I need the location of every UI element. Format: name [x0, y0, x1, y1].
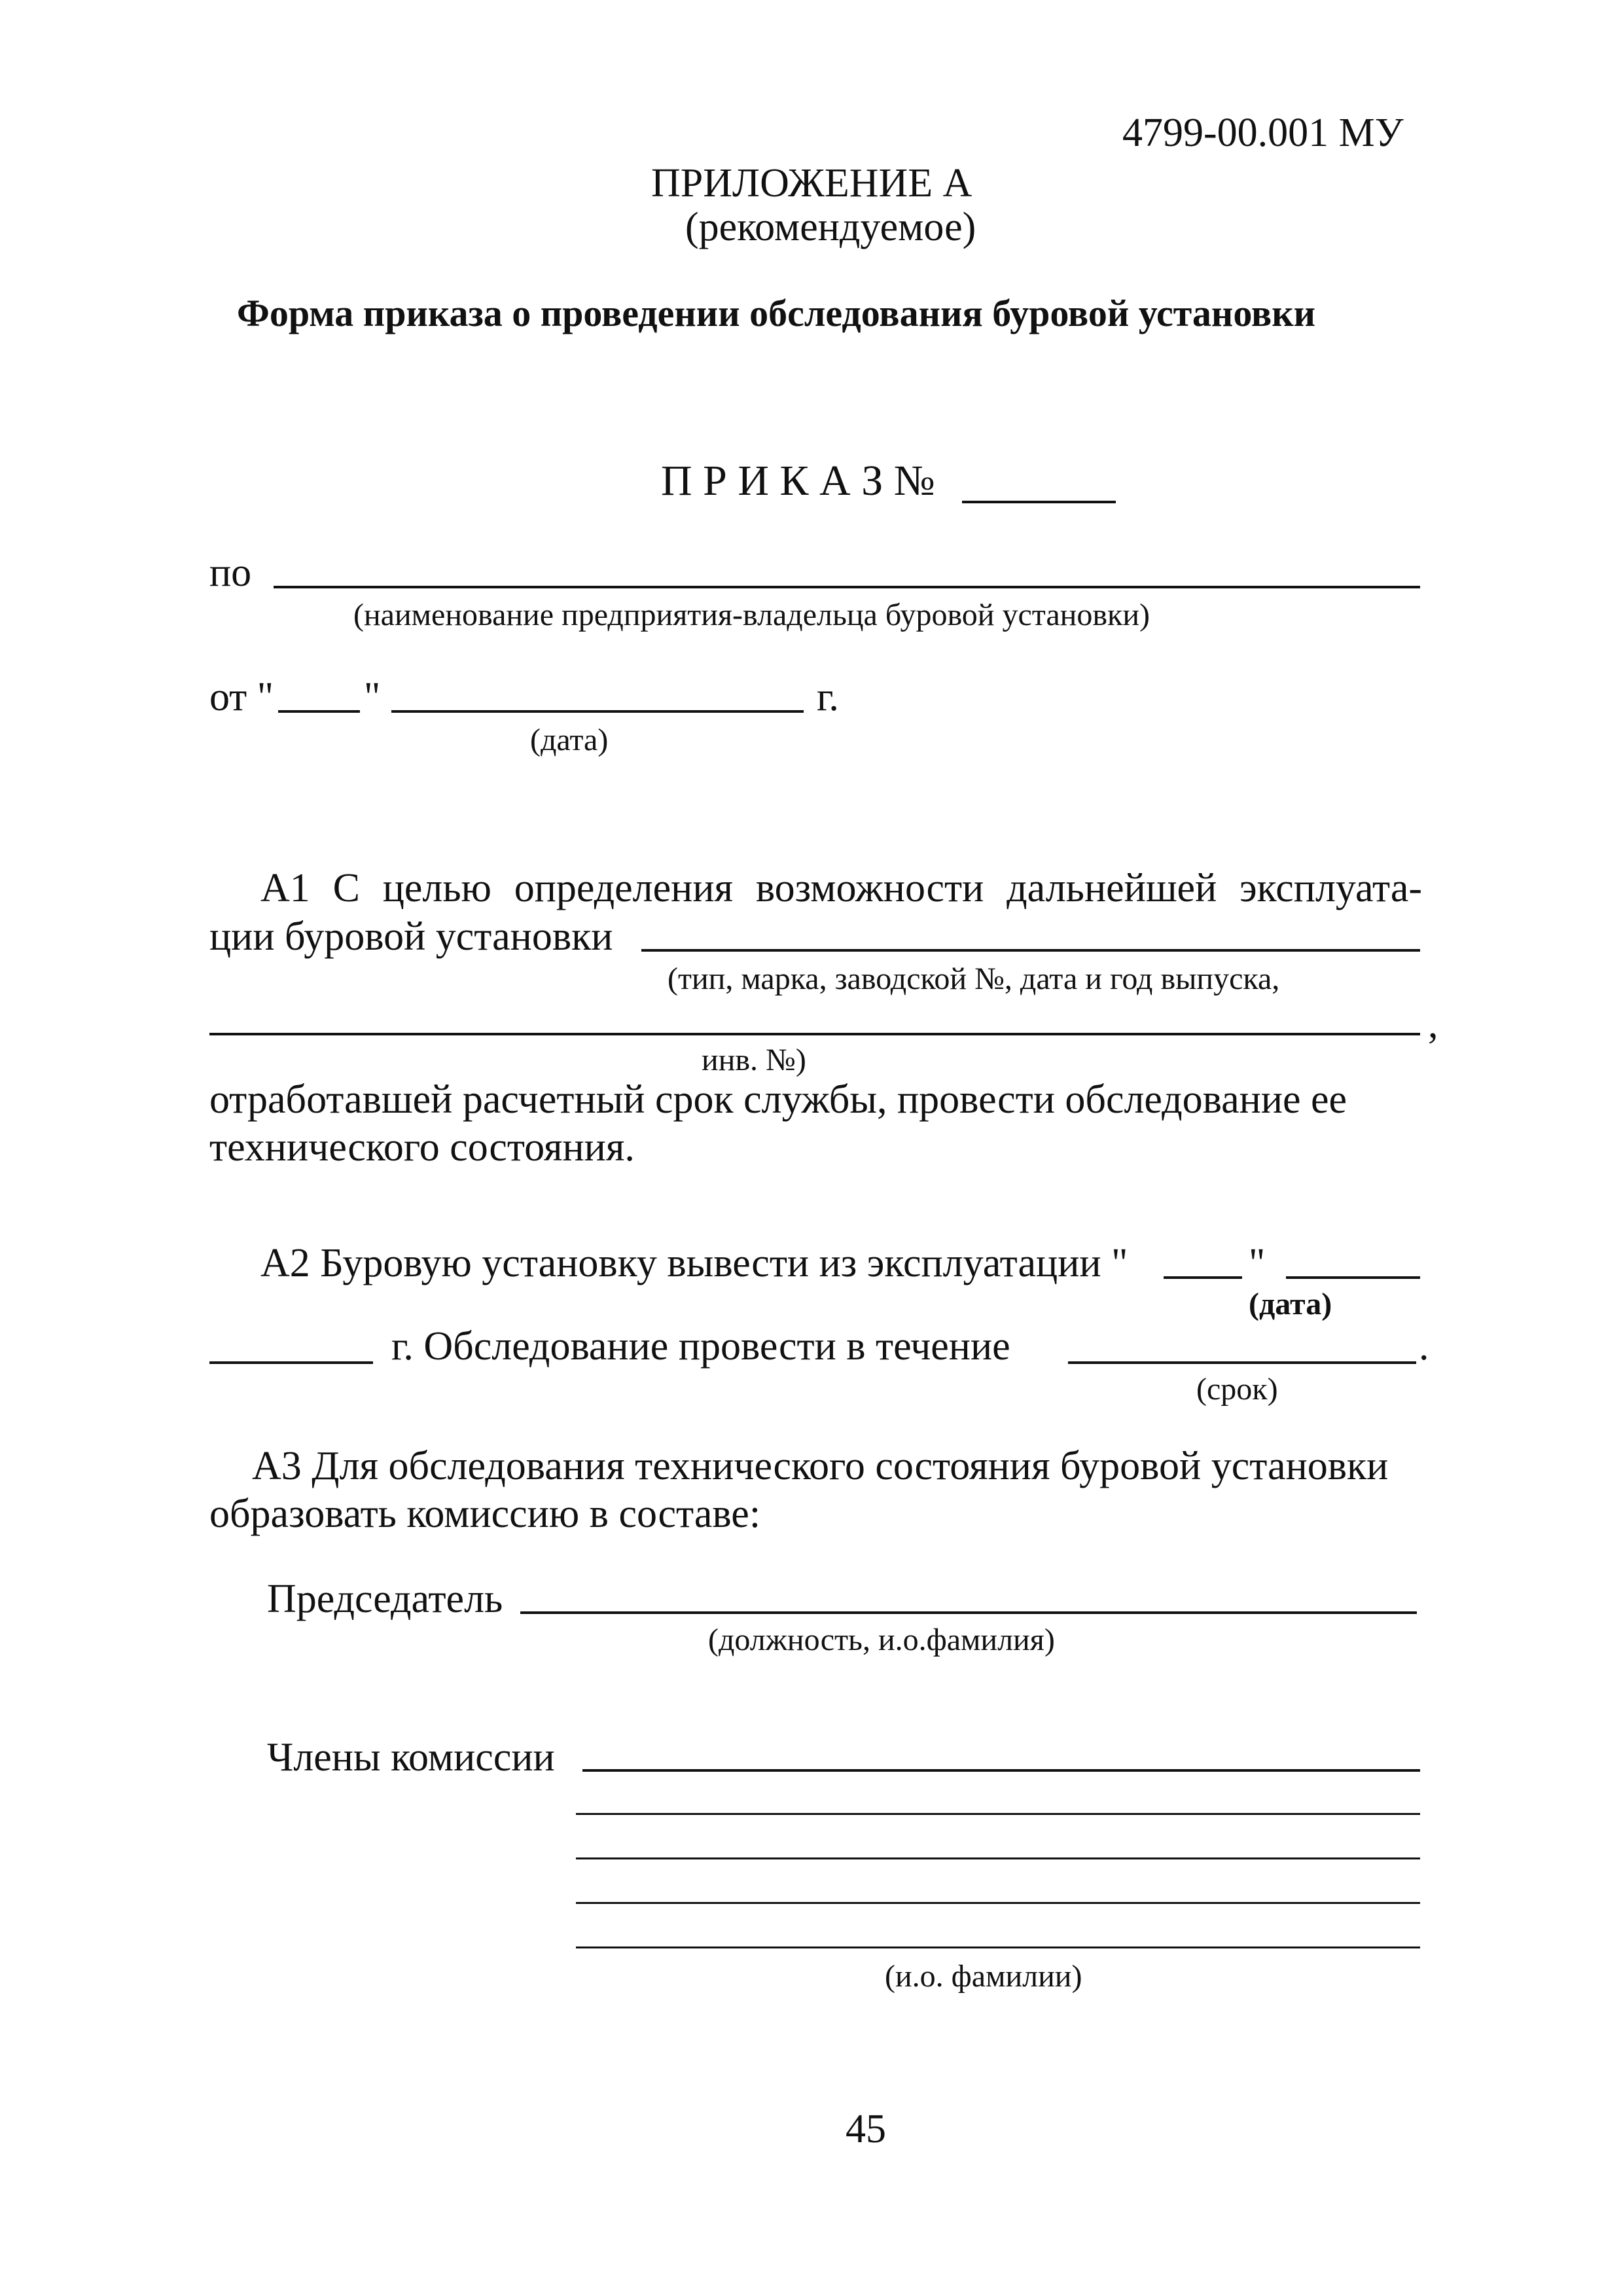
ot-label: от ": [209, 675, 274, 719]
a1-line3: отработавшей расчетный срок службы, провести обследование ее: [209, 1077, 1347, 1122]
a1-line2: ции буровой установки: [209, 914, 613, 959]
rig-type-field[interactable]: [641, 949, 1420, 952]
member-field-5[interactable]: [576, 1946, 1420, 1948]
survey-term-field[interactable]: [1068, 1361, 1416, 1364]
enterprise-caption: (наименование предприятия-владельца буровой установки): [353, 598, 1150, 632]
document-code: 4799-00.001 МУ: [1122, 111, 1404, 155]
member-field-2[interactable]: [576, 1813, 1420, 1815]
a1-caption1: (тип, марка, заводской №, дата и год выпуска,: [668, 961, 1280, 996]
chairman-caption: (должность, и.о.фамилия): [708, 1623, 1055, 1657]
shutdown-month-field[interactable]: [1286, 1276, 1420, 1279]
po-label: по: [209, 550, 252, 595]
chairman-label: Председатель: [267, 1577, 503, 1621]
order-month-field[interactable]: [391, 710, 804, 713]
order-title: П Р И К А З №: [661, 457, 935, 505]
a1-caption2: инв. №): [702, 1043, 806, 1077]
page-number: 45: [846, 2107, 886, 2151]
form-title: Форма приказа о проведении обследования буровой установки: [237, 292, 1316, 334]
a2-period: .: [1419, 1324, 1429, 1369]
appendix-subtitle: (рекомендуемое): [685, 205, 976, 249]
a2-quote-close: ": [1249, 1241, 1266, 1285]
member-field-3[interactable]: [576, 1857, 1420, 1859]
enterprise-name-field[interactable]: [274, 586, 1420, 588]
member-field-4[interactable]: [576, 1902, 1420, 1904]
a1-comma: ,: [1428, 1002, 1438, 1047]
a3-line2: образовать комиссию в составе:: [209, 1492, 761, 1536]
order-number-field[interactable]: [962, 501, 1116, 503]
a2-date-caption: (дата): [1249, 1287, 1332, 1321]
a1-line4: технического состояния.: [209, 1125, 635, 1170]
a2-line1: А2 Буровую установку вывести из эксплуатации ": [260, 1241, 1128, 1285]
a1-line1: А1 С целью определения возможности дальнейшей эксплуата-: [260, 866, 1422, 910]
order-year-suffix: г.: [817, 675, 839, 719]
order-date-caption: (дата): [530, 723, 609, 757]
a2-term-caption: (срок): [1196, 1372, 1278, 1407]
shutdown-year-field[interactable]: [209, 1361, 373, 1364]
member-field-1[interactable]: [582, 1769, 1420, 1772]
rig-details-field[interactable]: [209, 1033, 1420, 1035]
order-day-field[interactable]: [278, 710, 360, 713]
members-label: Члены комиссии: [267, 1735, 555, 1780]
shutdown-day-field[interactable]: [1164, 1276, 1242, 1279]
members-caption: (и.о. фамилии): [885, 1959, 1082, 1994]
chairman-field[interactable]: [520, 1611, 1417, 1614]
appendix-title: ПРИЛОЖЕНИЕ А: [651, 161, 972, 206]
a2-year-text: г. Обследование провести в течение: [391, 1324, 1010, 1369]
ot-quote-close: ": [364, 675, 381, 719]
a3-line1: А3 Для обследования технического состояния буровой установки: [252, 1444, 1389, 1488]
